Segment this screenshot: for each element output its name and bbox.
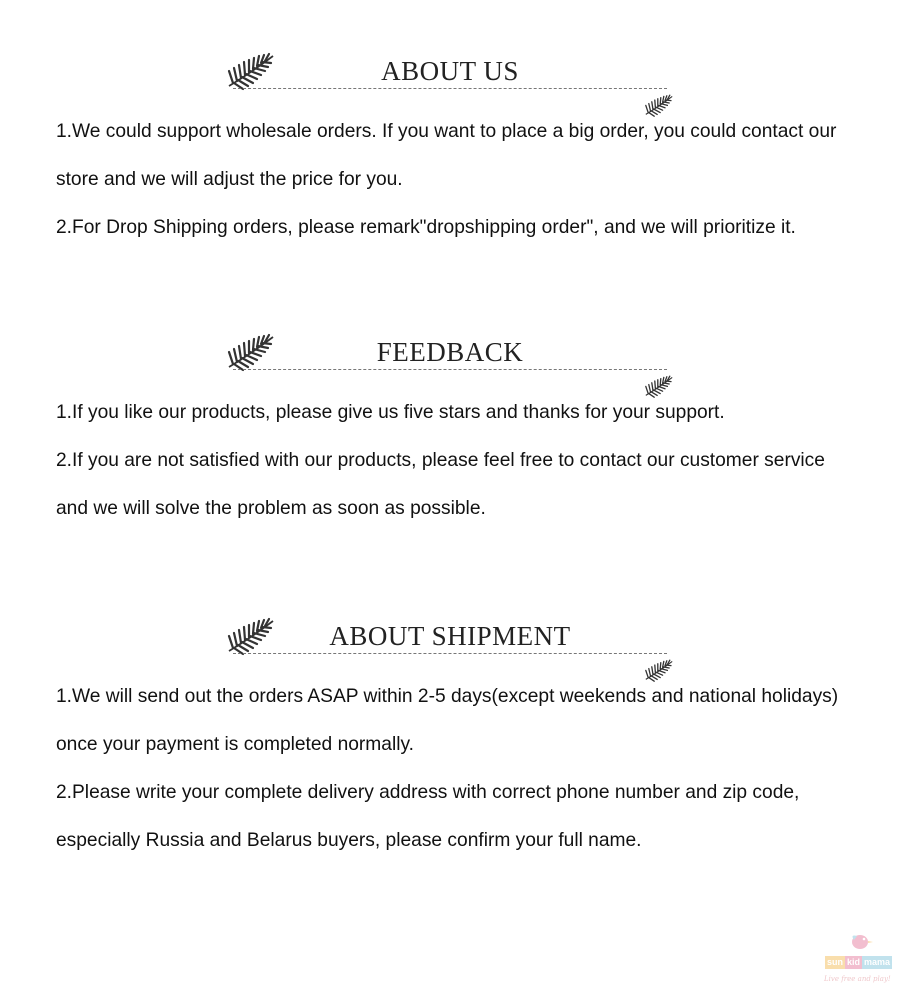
section-body (56, 389, 856, 533)
heading-divider (233, 653, 667, 654)
paragraph: 1.If you like our products, please give us five stars and thanks for your support. (56, 402, 725, 423)
paragraph: 1.We could support wholesale orders. If you want to place a big order, you could contact our store and we will adjust the price for you. (56, 121, 837, 190)
logo-tagline: Live free and play! (824, 975, 891, 983)
section-title: ABOUT US (381, 56, 519, 86)
brand-watermark-logo (822, 928, 898, 988)
section-title: FEEDBACK (376, 337, 524, 367)
paragraph: 2.Please write your complete delivery address with correct phone number and zip code, especially Russia and Belarus buyers, please confirm your full name. (56, 782, 800, 851)
logo-word: sun (827, 957, 844, 967)
logo-word: mama (864, 957, 891, 967)
heading-divider (233, 88, 667, 89)
heading-divider (233, 369, 667, 370)
section-body (56, 108, 856, 252)
section-body (56, 673, 856, 865)
paragraph: 2.If you are not satisfied with our products, please feel free to contact our customer service and we will solve the problem as soon as possible. (56, 450, 825, 519)
paragraph: 2.For Drop Shipping orders, please remark"dropshipping order", and we will prioritize it. (56, 217, 796, 238)
section-title: ABOUT SHIPMENT (329, 621, 571, 651)
bird-icon (848, 930, 874, 952)
paragraph: 1.We will send out the orders ASAP within 2-5 days(except weekends and national holidays) once your payment is completed normally. (56, 686, 839, 755)
logo-wordmark (825, 956, 892, 969)
section-heading (225, 617, 675, 677)
section-heading (225, 333, 675, 393)
logo-word: kid (847, 957, 861, 967)
section-heading (225, 52, 675, 112)
